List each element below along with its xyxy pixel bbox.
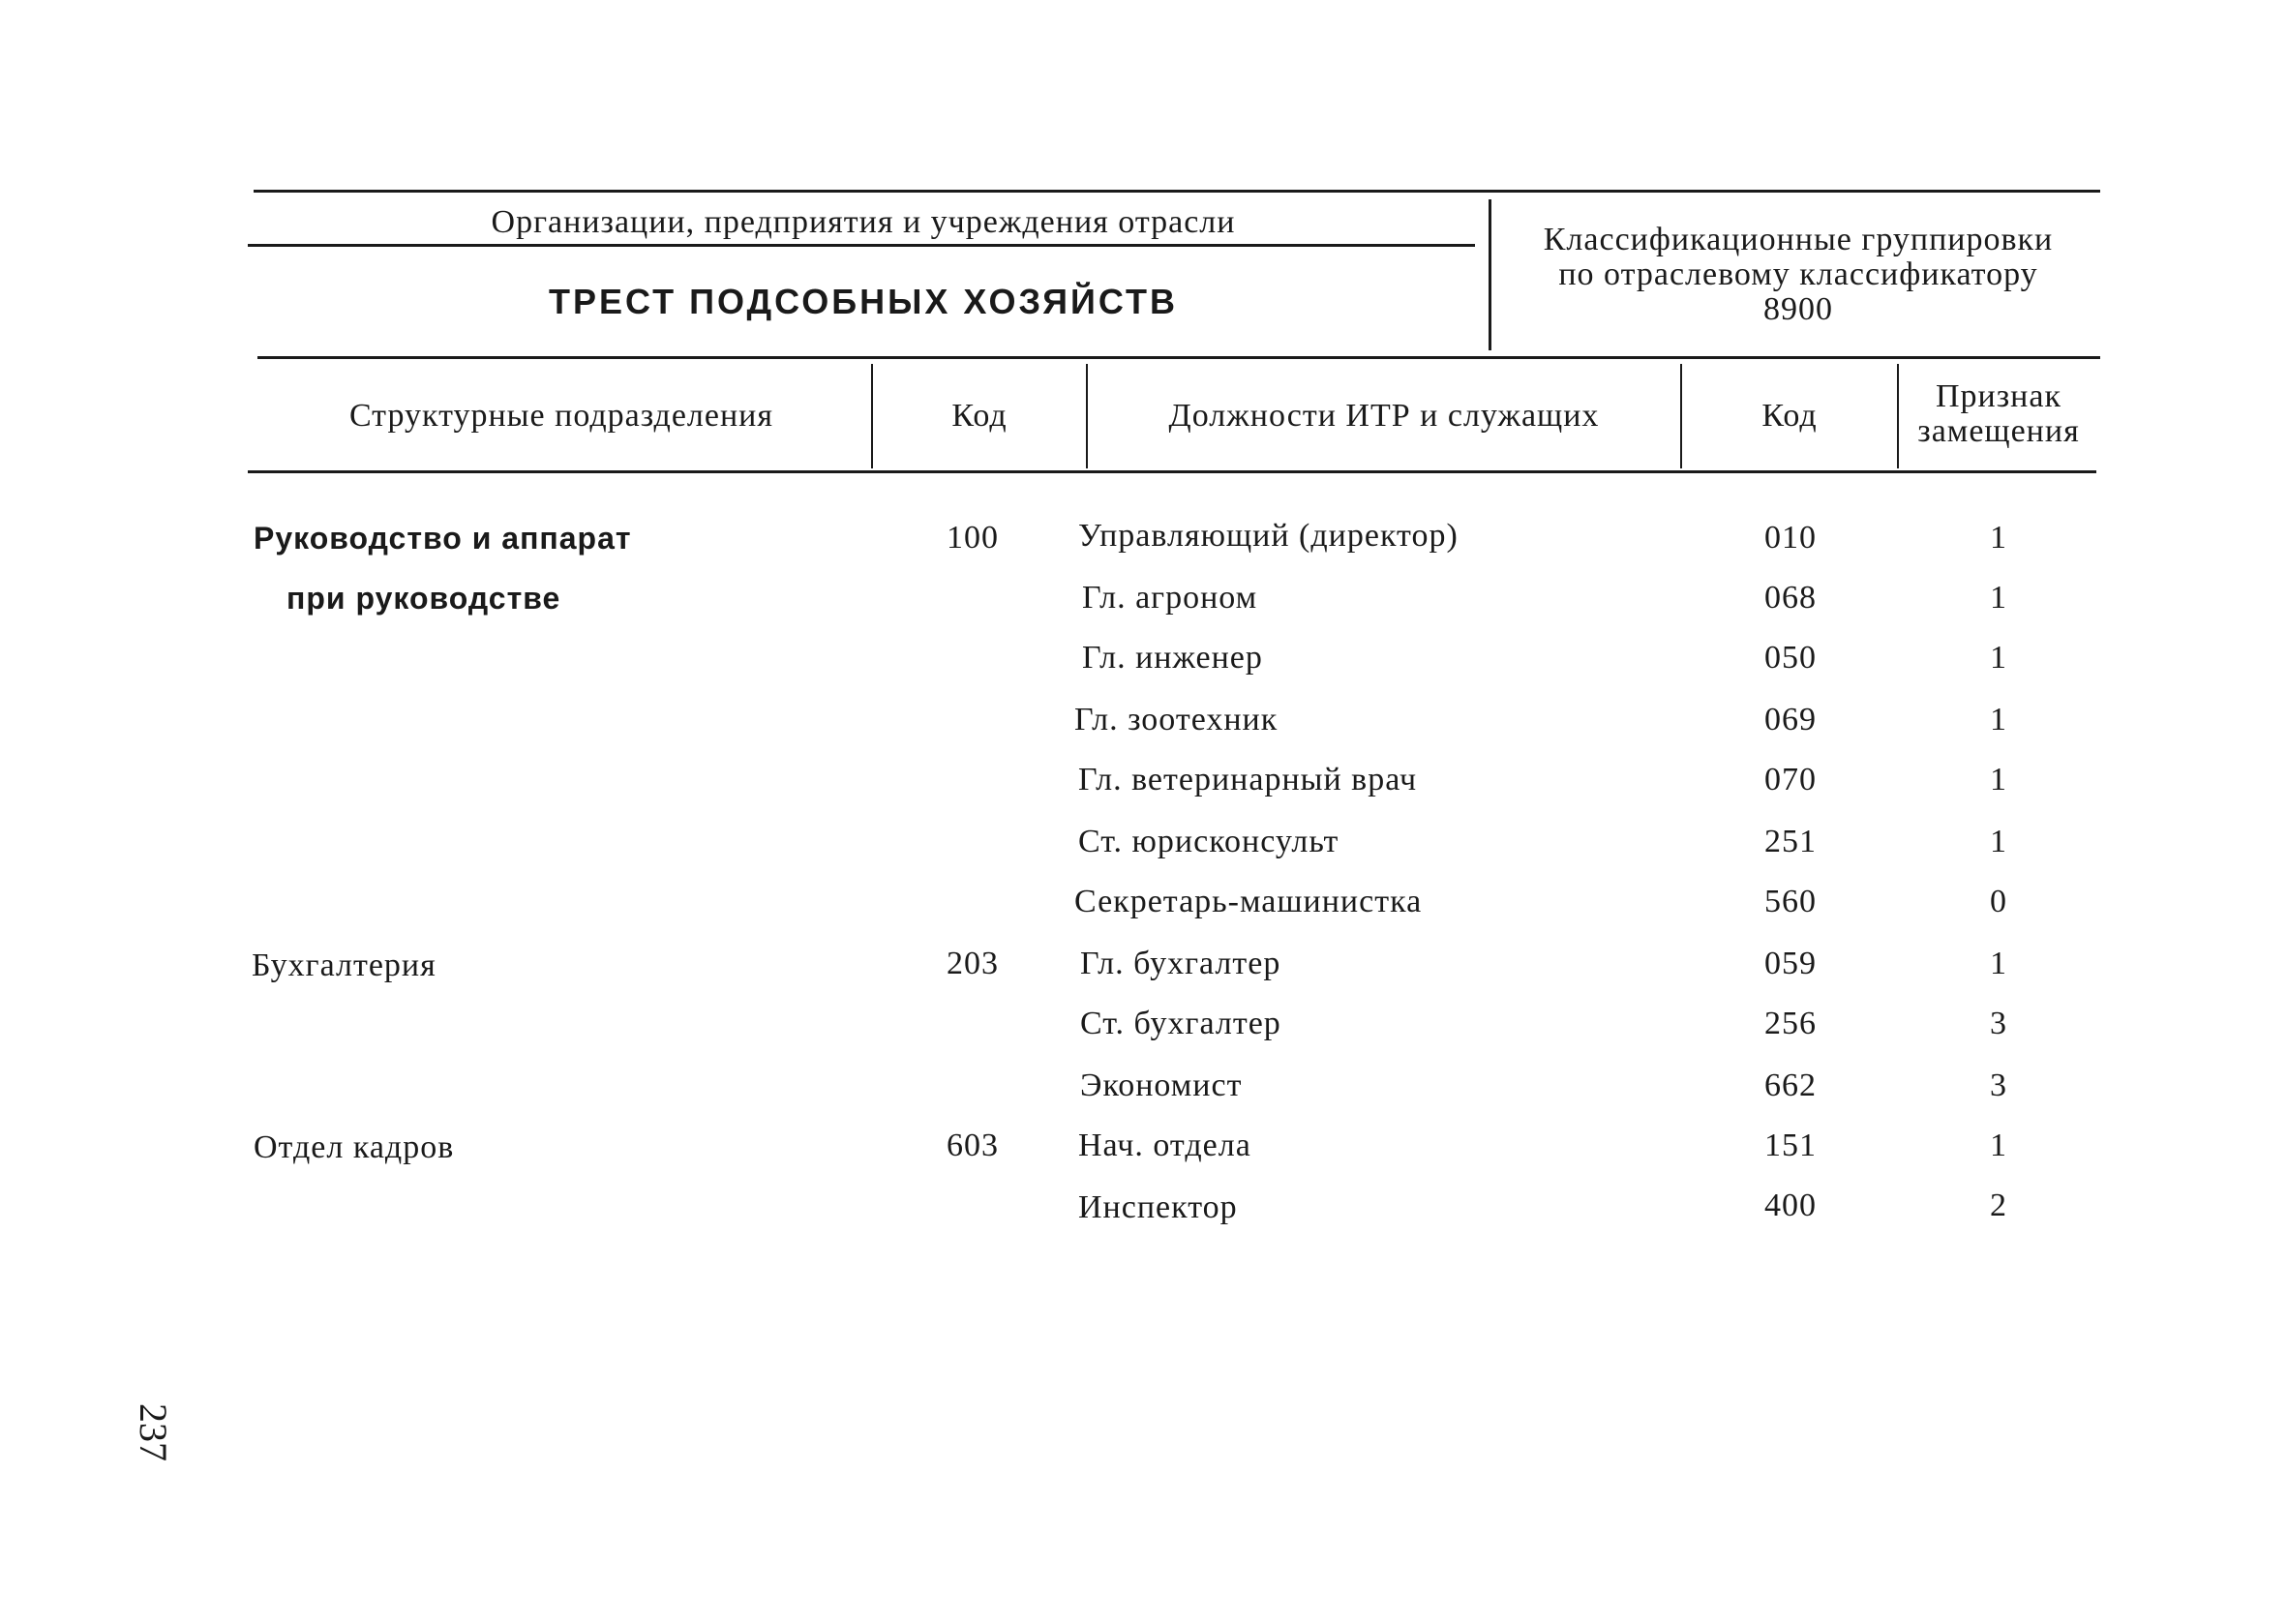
org-name: ТРЕСТ ПОДСОБНЫХ ХОЗЯЙСТВ	[549, 282, 1178, 321]
table-cell-code: 560	[1764, 884, 1817, 919]
classifier-code: 8900	[1763, 291, 1833, 327]
table-cell-unit-code: 603	[947, 1128, 999, 1163]
table-cell-code: 068	[1764, 580, 1817, 616]
table-cell-code: 151	[1764, 1128, 1817, 1163]
page-number: 237	[132, 1403, 175, 1461]
table-cell-code: 059	[1764, 946, 1817, 981]
table-cell-position: Секретарь-машинистка	[1074, 884, 1423, 919]
table-cell-sign: 3	[1990, 1068, 2007, 1103]
column-header-positions: Должности ИТР и служащих	[1168, 398, 1600, 434]
column-header-units: Структурные подразделения	[348, 398, 774, 434]
table-cell-position: Гл. зоотехник	[1074, 702, 1279, 737]
org-label-underline	[248, 244, 1475, 247]
column-header-sign-line1: Признак	[1936, 378, 2061, 414]
table-cell-sign: 1	[1990, 762, 2007, 797]
table-cell-sign: 1	[1990, 824, 2007, 859]
table-cell-unit: Бухгалтерия	[252, 947, 436, 983]
top-rule	[254, 190, 2100, 193]
table-cell-position: Ст. бухгалтер	[1080, 1006, 1281, 1041]
table-cell-unit: Руководство и аппарат	[254, 521, 632, 556]
table-cell-sign: 3	[1990, 1006, 2007, 1041]
table-cell-position: Ст. юрисконсульт	[1078, 824, 1339, 859]
header-bottom-rule	[257, 356, 2100, 359]
table-cell-sign: 1	[1990, 702, 2007, 737]
table-cell-sign: 2	[1990, 1188, 2007, 1223]
classifier-label-line2: по отраслевому классификатору	[1558, 256, 2038, 292]
table-cell-sign: 1	[1990, 640, 2007, 676]
table-cell-sign: 1	[1990, 1128, 2007, 1163]
table-cell-code: 069	[1764, 702, 1817, 737]
header-divider-vertical	[1489, 199, 1491, 350]
table-cell-code: 251	[1764, 824, 1817, 859]
table-cell-unit-code: 203	[947, 946, 999, 981]
column-header-sign-line2: замещения	[1917, 413, 2080, 449]
table-cell-position: Гл. бухгалтер	[1080, 946, 1281, 981]
table-cell-position: Экономист	[1080, 1068, 1243, 1103]
table-cell-sign: 1	[1990, 946, 2007, 981]
table-cell-code: 050	[1764, 640, 1817, 676]
table-cell-unit: Отдел кадров	[254, 1129, 455, 1165]
table-cell-position: Нач. отдела	[1078, 1128, 1251, 1163]
table-cell-code: 400	[1764, 1188, 1817, 1223]
table-cell-position: Гл. ветеринарный врач	[1078, 762, 1418, 797]
table-cell-code: 070	[1764, 762, 1817, 797]
column-header-unit-code: Код	[951, 398, 1008, 434]
table-cell-sign: 1	[1990, 580, 2007, 616]
table-cell-unit: при руководстве	[286, 581, 561, 616]
table-cell-position: Гл. инженер	[1082, 640, 1263, 676]
table-cell-position: Управляющий (директор)	[1078, 518, 1459, 554]
table-cell-sign: 0	[1990, 884, 2007, 919]
org-label: Организации, предприятия и учреждения отрасли	[491, 204, 1236, 240]
column-header-bottom-rule	[248, 470, 2096, 473]
classifier-label-line1: Классификационные группировки	[1543, 222, 2054, 257]
table-cell-position: Инспектор	[1078, 1189, 1238, 1225]
table-cell-sign: 1	[1990, 520, 2007, 556]
table-cell-unit-code: 100	[947, 520, 999, 556]
table-cell-code: 662	[1764, 1068, 1817, 1103]
table-cell-position: Гл. агроном	[1082, 580, 1258, 616]
table-cell-code: 256	[1764, 1006, 1817, 1041]
column-header-position-code: Код	[1761, 398, 1818, 434]
table-cell-code: 010	[1764, 520, 1817, 556]
